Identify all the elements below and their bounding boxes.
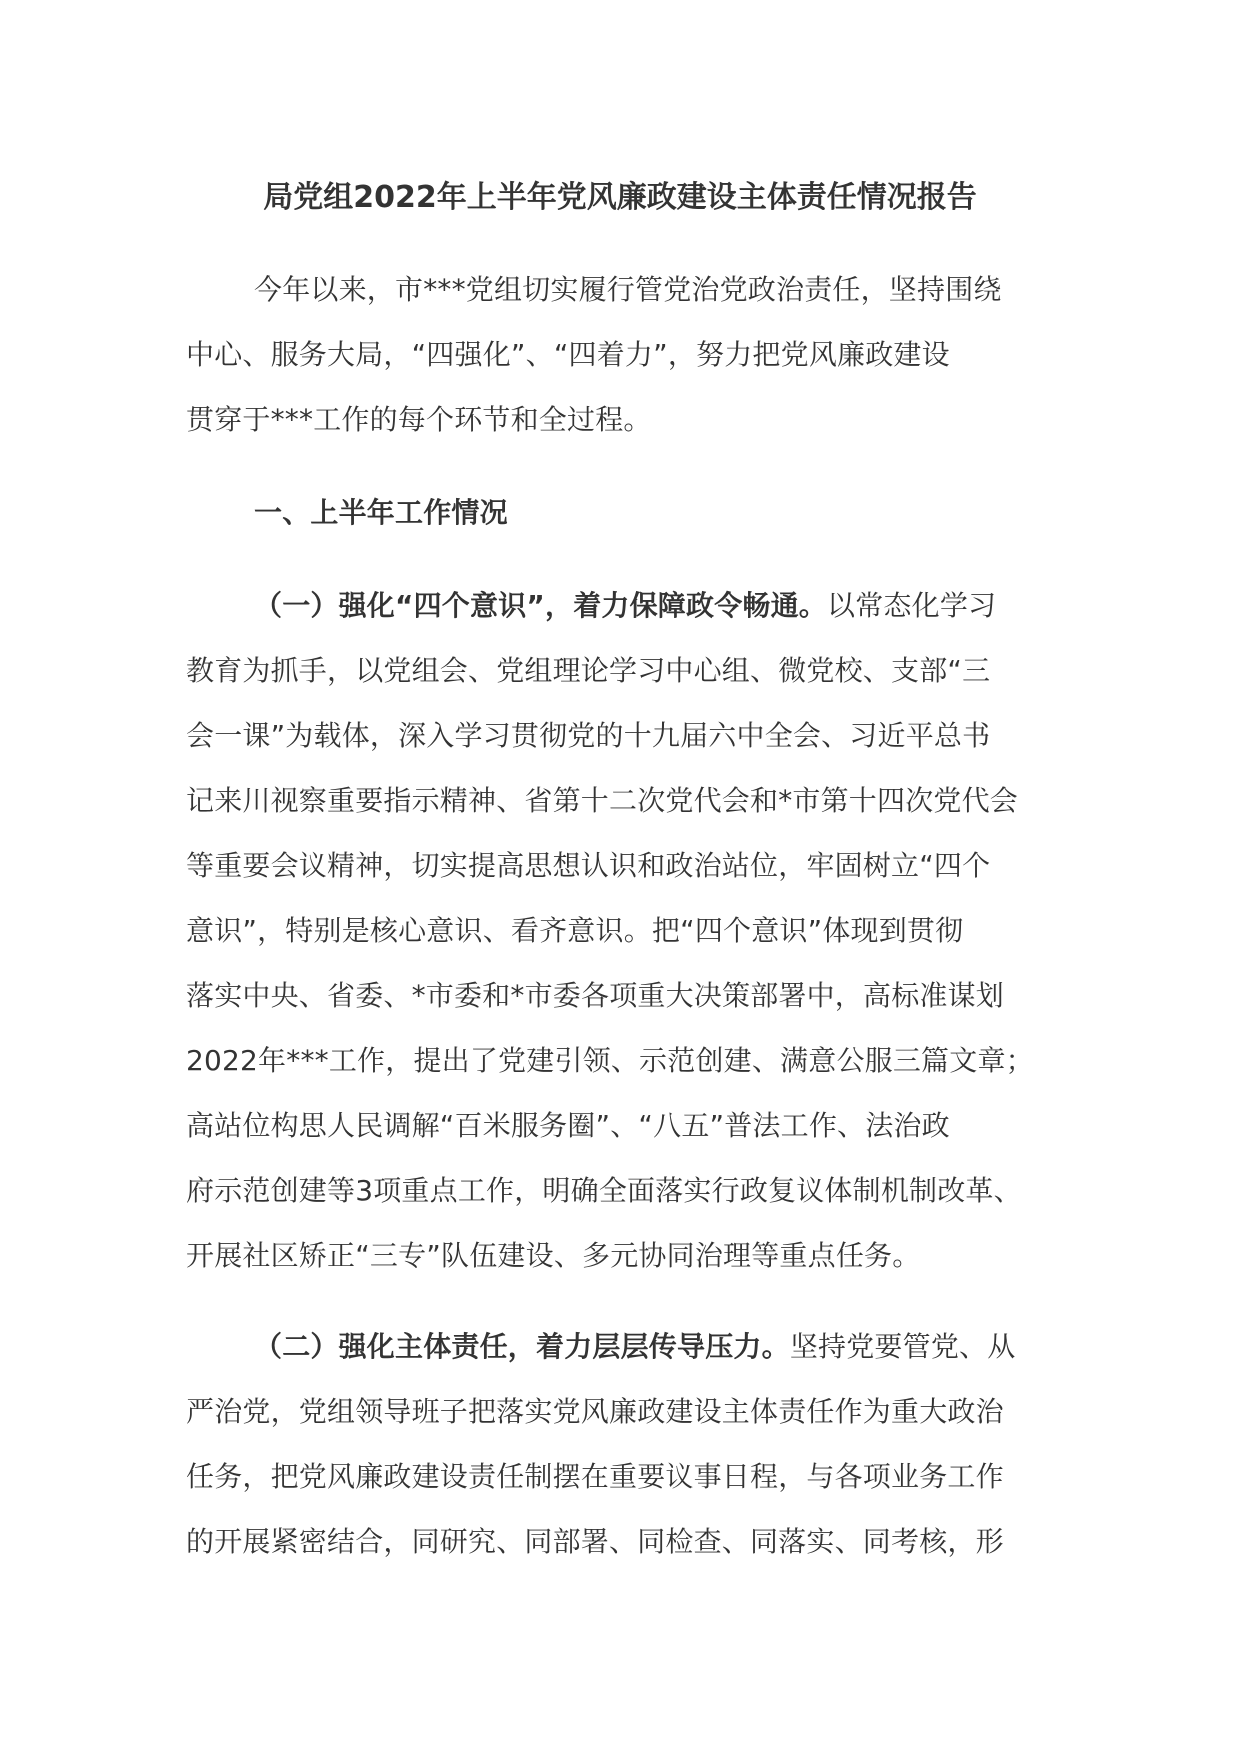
section-1-line: 高站位构思人民调解“百米服务圈”、“八五”普法工作、法治政 — [186, 1109, 950, 1142]
section-1-line: 开展社区矫正“三专”队伍建设、多元协同治理等重点任务。 — [186, 1239, 921, 1272]
section-1-line: 2022年***工作，提出了党建引领、示范创建、满意公服三篇文章； — [186, 1044, 1034, 1077]
heading-1: 一、上半年工作情况 — [254, 496, 508, 529]
section-1-first-line — [186, 573, 1056, 638]
section-1-line: 意识”，特别是核心意识、看齐意识。把“四个意识”体现到贯彻 — [186, 914, 964, 947]
intro-line: 今年以来，市***党组切实履行管党治党政治责任，坚持围绕 — [254, 273, 1002, 306]
section-2-line: 的开展紧密结合，同研究、同部署、同检查、同落实、同考核，形 — [186, 1525, 1004, 1558]
section-2-line: 严治党，党组领导班子把落实党风廉政建设主体责任作为重大政治 — [186, 1395, 1004, 1428]
section-1-paragraph — [186, 573, 1056, 1288]
section-1-lead: （一）强化“四个意识”，着力保障政令畅通。 — [254, 589, 828, 622]
section-2-line: 任务，把党风廉政建设责任制摆在重要议事日程，与各项业务工作 — [186, 1460, 1004, 1493]
section-2-lead-rest: 坚持党要管党、从 — [789, 1330, 1016, 1363]
section-1-line: 教育为抓手，以党组会、党组理论学习中心组、微党校、支部“三 — [186, 654, 991, 687]
section-1-lead-rest: 以常态化学习 — [827, 589, 997, 622]
intro-line: 贯穿于***工作的每个环节和全过程。 — [186, 403, 652, 436]
section-1-line: 落实中央、省委、*市委和*市委各项重大决策部署中，高标准谋划 — [186, 979, 1005, 1012]
section-2-first-line — [186, 1314, 1056, 1379]
section-1-line: 记来川视察重要指示精神、省第十二次党代会和*市第十四次党代会 — [186, 784, 1019, 817]
intro-line: 中心、服务大局，“四强化”、“四着力”，努力把党风廉政建设 — [186, 338, 950, 371]
section-1-line: 会一课”为载体，深入学习贯彻党的十九届六中全会、习近平总书 — [186, 719, 991, 752]
section-1-line: 府示范创建等3项重点工作，明确全面落实行政复议体制机制改革、 — [186, 1174, 1022, 1207]
section-2-lead: （二）强化主体责任，着力层层传导压力。 — [254, 1330, 790, 1363]
document-title: 局党组2022年上半年党风廉政建设主体责任情况报告 — [263, 180, 977, 215]
intro-paragraph — [186, 257, 1056, 452]
section-heading — [186, 480, 1056, 545]
section-2-paragraph — [186, 1314, 1056, 1574]
section-1-line: 等重要会议精神，切实提高思想认识和政治站位，牢固树立“四个 — [186, 849, 991, 882]
